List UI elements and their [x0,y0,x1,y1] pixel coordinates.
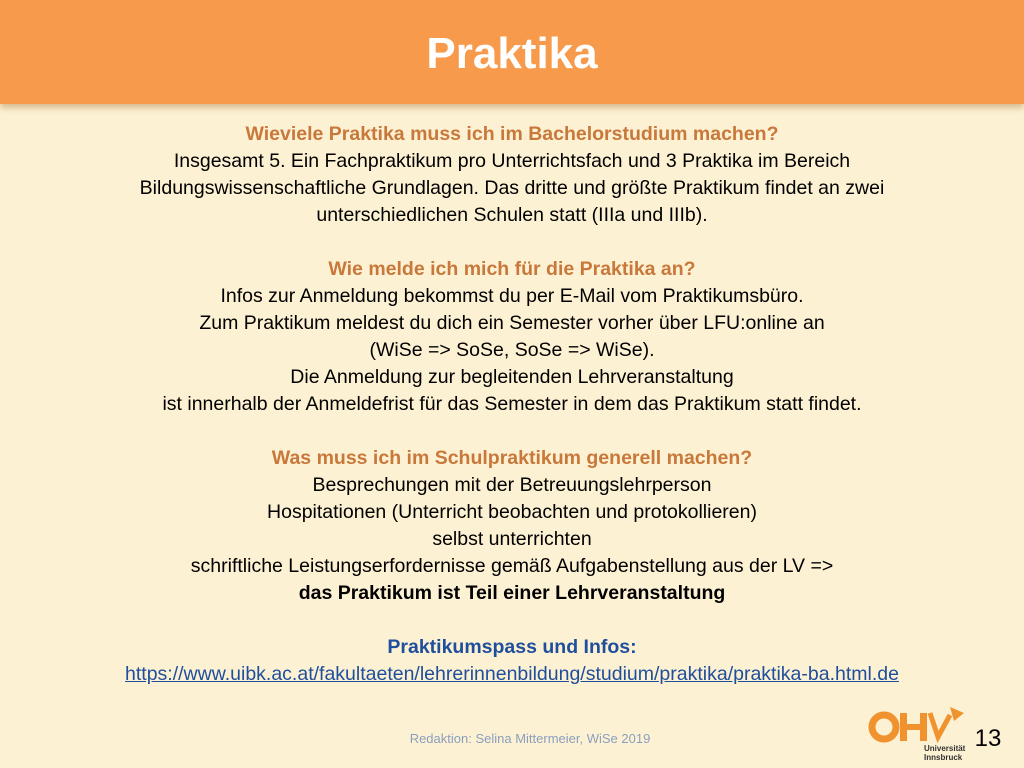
answer-line: unterschiedlichen Schulen statt (IIIa und IIIb). [316,204,708,226]
slide-content [20,121,1004,688]
emphasis-line: das Praktikum ist Teil einer Lehrveranstaltung [298,582,726,604]
answer-line: ist innerhalb der Anmeldefrist für das Semester in dem das Praktikum statt findet. [162,393,862,415]
question-heading: Wie melde ich mich für die Praktika an? [328,258,696,280]
answer-line: Hospitationen (Unterricht beobachten und protokollieren) [267,501,757,523]
answer-line: Zum Praktikum meldest du dich ein Semester vorher über LFU:online an [199,312,825,334]
section-links [20,634,1004,688]
logo-text-line: Innsbruck [924,753,963,762]
logo-text-line: Universität [924,744,966,753]
question-heading: Wieviele Praktika muss ich im Bachelorstudium machen? [245,123,779,145]
answer-line: schriftliche Leistungserfordernisse gemäß Aufgabenstellung aus der LV => [190,555,834,577]
section-school-tasks [20,445,1004,607]
answer-line: selbst unterrichten [432,528,592,550]
slide-title: Praktika [426,29,598,78]
info-link[interactable]: https://www.uibk.ac.at/fakultaeten/lehrerinnenbildung/studium/praktika/praktika-ba.html.de [125,663,899,685]
answer-line: Infos zur Anmeldung bekommst du per E-Mail vom Praktikumsbüro. [220,285,804,307]
answer-line: Besprechungen mit der Betreuungslehrperson [312,474,712,496]
question-heading: Was muss ich im Schulpraktikum generell machen? [271,447,753,469]
section-registration [20,256,1004,418]
uibk-logo-icon [866,703,966,763]
university-logo [866,703,966,763]
section-praktika-count [20,121,1004,229]
answer-line: Bildungswissenschaftliche Grundlagen. Das dritte und größte Praktikum findet an zwei [139,177,885,199]
footer-credit: Redaktion: Selina Mittermeier, WiSe 2019 [409,731,651,746]
page-number: 13 [974,725,1002,752]
answer-line: Die Anmeldung zur begleitenden Lehrveranstaltung [290,366,734,388]
answer-line: (WiSe => SoSe, SoSe => WiSe). [369,339,655,361]
answer-line: Insgesamt 5. Ein Fachpraktikum pro Unterrichtsfach und 3 Praktika im Bereich [173,150,851,172]
title-bar [0,0,1024,104]
links-heading: Praktikumspass und Infos: [387,636,637,658]
